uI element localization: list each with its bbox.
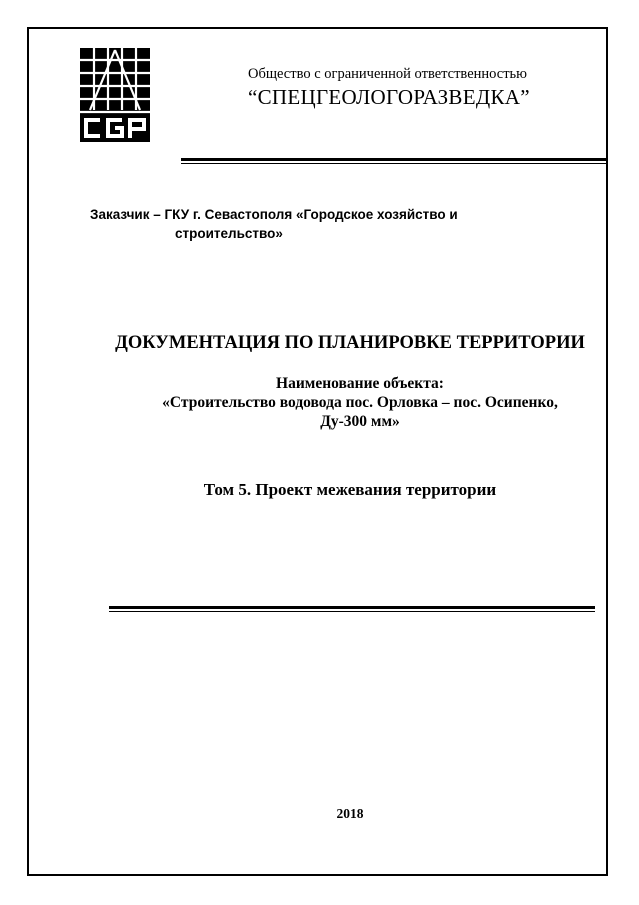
volume-title: Том 5. Проект межевания территории <box>203 480 497 499</box>
footer-divider <box>109 606 595 613</box>
object-name-line-1: «Строительство водовода пос. Орловка – пос. Осипенко, <box>162 394 558 411</box>
object-name-line-2: Ду-300 мм» <box>320 413 400 430</box>
customer-line-2: строительство» <box>175 226 283 241</box>
customer-line-1: Заказчик – ГКУ г. Севастополя «Городское хозяйство и <box>90 207 458 222</box>
page-frame <box>27 27 608 876</box>
organization-name: “СПЕЦГЕОЛОГОРАЗВЕДКА” <box>248 85 530 109</box>
header-divider <box>181 158 607 165</box>
sgr-logo-icon <box>80 48 150 142</box>
document-year: 2018 <box>336 806 364 821</box>
organization-form: Общество с ограниченной ответственностью <box>248 66 527 82</box>
object-block <box>60 374 639 431</box>
object-label: Наименование объекта: <box>276 375 444 392</box>
document-title: ДОКУМЕНТАЦИЯ ПО ПЛАНИРОВКЕ ТЕРРИТОРИИ <box>115 333 585 353</box>
customer-block <box>90 205 570 243</box>
